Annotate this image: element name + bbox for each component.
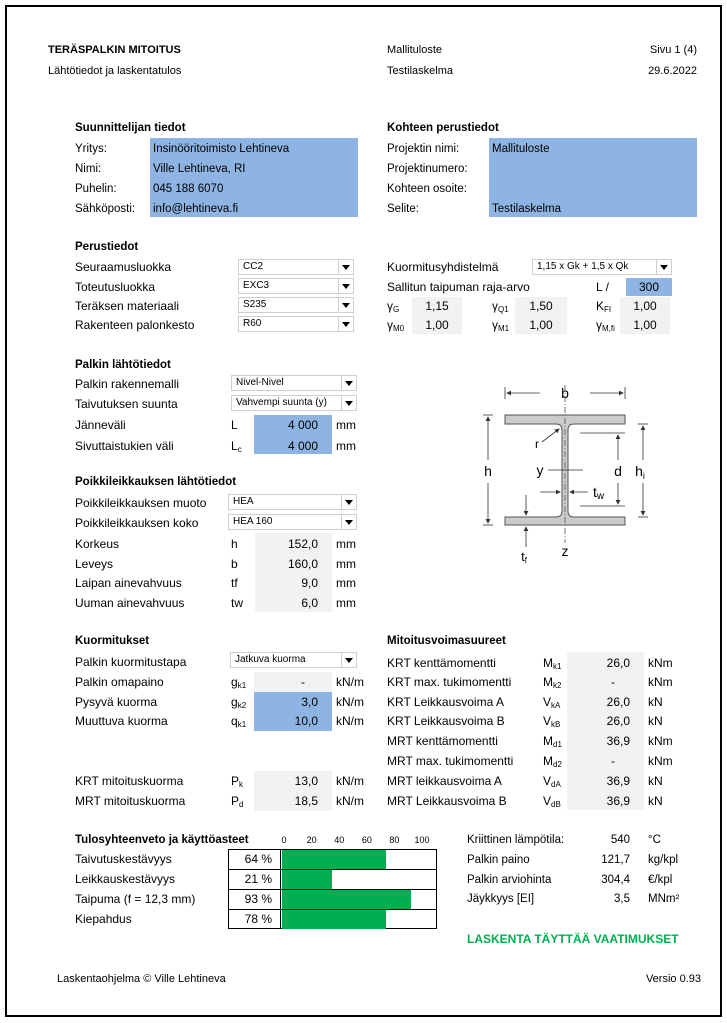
- d-label: d: [614, 463, 622, 479]
- tw-label: [593, 484, 605, 502]
- unit-label: mm: [336, 439, 356, 453]
- symbol-subscript: FI: [604, 305, 612, 314]
- select-value: HEA: [233, 496, 254, 507]
- chevron-down-icon[interactable]: [338, 317, 353, 331]
- symbol-text: γ: [387, 318, 393, 332]
- unit-label: kNm: [648, 675, 673, 689]
- load-symbol: [231, 673, 246, 691]
- verdict-status: LASKENTA TÄYTTÄÄ VAATIMUKSET: [467, 932, 679, 946]
- dimension-symbol: tw: [231, 596, 243, 610]
- y-label: y: [536, 462, 544, 478]
- unit-label: kN: [648, 774, 663, 788]
- design-load-symbol: [231, 772, 243, 790]
- load-combo-label: Kuormitusyhdistelmä: [387, 260, 499, 274]
- document-subtitle: Lähtötiedot ja laskentatulos: [48, 65, 182, 77]
- basics-label: Seuraamusluokka: [75, 260, 172, 274]
- steel-material-select[interactable]: [238, 297, 354, 313]
- k-fi-value: 1,00: [633, 299, 657, 313]
- company-field[interactable]: Insinööritoimisto Lehtineva: [153, 143, 290, 155]
- symbol-text: L: [231, 439, 238, 453]
- factor-symbol: [387, 316, 404, 334]
- document-type: Mallituloste: [387, 44, 443, 56]
- beam-model-label: Palkin rakennemalli: [75, 377, 180, 391]
- symbol-subscript: d2: [553, 760, 562, 769]
- symbol-subscript: M0: [393, 324, 405, 333]
- unit-label: kN/m: [336, 675, 364, 689]
- axis-tick-label: 60: [361, 835, 372, 845]
- unit-label: kNm: [648, 734, 673, 748]
- select-value: Nivel-Nivel: [236, 377, 284, 388]
- critical-temperature-value: 540: [610, 834, 630, 846]
- force-symbol: [543, 732, 562, 750]
- symbol-text: γ: [596, 318, 602, 332]
- sls-design-load-value: 13,0: [294, 774, 318, 788]
- unit-label: mm: [336, 418, 356, 432]
- project-number-field[interactable]: [492, 160, 692, 178]
- consequence-class-select[interactable]: [238, 259, 354, 275]
- i-beam-diagram: [440, 375, 680, 575]
- project-label: Selite:: [387, 203, 419, 215]
- force-value: 26,0: [606, 656, 630, 670]
- stat-label: Jäykkyys [EI]: [467, 893, 535, 905]
- height-value: 152,0: [287, 537, 318, 551]
- utilization-percent: 93 %: [229, 890, 281, 909]
- beam-price-value: 304,4: [601, 874, 630, 886]
- tf-label-subscript: f: [524, 556, 527, 565]
- project-label: Projektin nimi:: [387, 143, 460, 155]
- force-label: MRT leikkausvoima A: [387, 774, 502, 788]
- execution-class-select[interactable]: [238, 278, 354, 294]
- factor-symbol: [387, 297, 399, 315]
- section-size-select[interactable]: [228, 514, 357, 530]
- load-method-select[interactable]: [230, 652, 357, 668]
- select-value: Jatkuva kuorma: [235, 654, 306, 665]
- unit-label: €/kpl: [648, 874, 673, 886]
- chevron-down-icon[interactable]: [338, 279, 353, 293]
- hi-label: [635, 463, 645, 481]
- flange-thickness-value: 9,0: [301, 576, 318, 590]
- symbol-text: q: [231, 714, 238, 728]
- unit-label: kNm: [648, 754, 673, 768]
- variable-load-input[interactable]: 10,0: [294, 714, 318, 728]
- stat-label: Kriittinen lämpötila:: [467, 834, 565, 846]
- hi-label-text: h: [635, 463, 643, 479]
- unit-label: kN/m: [336, 695, 364, 709]
- select-value: Vahvempi suunta (y): [236, 397, 327, 408]
- project-label: Kohteen osoite:: [387, 183, 467, 195]
- symbol-subscript: k: [239, 780, 244, 789]
- symbol-text: g: [231, 695, 238, 709]
- force-value: -: [611, 675, 615, 689]
- gamma-m1-value: 1,00: [529, 318, 553, 332]
- utilization-percent: 64 %: [229, 850, 281, 869]
- utilization-label: Taipuma (f = 12,3 mm): [75, 892, 196, 906]
- design-load-symbol: [231, 792, 243, 810]
- dimension-label: Laipan ainevahvuus: [75, 576, 182, 590]
- bending-direction-label: Taivutuksen suunta: [75, 397, 178, 411]
- unit-label: MNm²: [648, 893, 680, 905]
- unit-label: kNm: [648, 656, 673, 670]
- symbol-subscript: d: [239, 800, 244, 809]
- symbol-text: P: [231, 774, 240, 788]
- summary-heading: Tulosyhteenveto ja käyttöasteet: [75, 834, 249, 846]
- select-value: EXC3: [243, 280, 270, 291]
- select-value: CC2: [243, 261, 264, 272]
- symbol-text: g: [231, 675, 238, 689]
- force-value: 36,9: [606, 734, 630, 748]
- utilization-label: Leikkauskestävyys: [75, 872, 176, 886]
- forces-heading: Mitoitusvoimasuureet: [387, 635, 506, 647]
- designer-heading: Suunnittelijan tiedot: [75, 122, 186, 134]
- symbol-subscript: kA: [551, 701, 561, 710]
- uls-design-load-value: 18,5: [294, 794, 318, 808]
- symbol-text: L: [231, 418, 238, 432]
- project-heading: Kohteen perustiedot: [387, 122, 499, 134]
- utilization-row: [229, 890, 436, 910]
- symbol-subscript: k1: [237, 681, 247, 690]
- r-pointer-line: [542, 429, 559, 442]
- symbol-subscript: dA: [551, 780, 561, 789]
- lateral-support-symbol: [231, 437, 242, 455]
- axis-tick-label: 80: [389, 835, 400, 845]
- load-label: Pysyvä kuorma: [75, 695, 158, 709]
- force-label: KRT Leikkausvoima A: [387, 695, 504, 709]
- axis-tick-label: 100: [414, 835, 430, 845]
- gamma-m0-value: 1,00: [425, 318, 449, 332]
- bar-track: [282, 910, 436, 929]
- axis-tick-label: 0: [281, 835, 287, 845]
- symbol-text: M: [543, 754, 553, 768]
- tw-label-subscript: w: [596, 491, 605, 502]
- dimension-symbol: h: [231, 537, 238, 551]
- symbol-text: M: [543, 656, 553, 670]
- unit-label: kN: [648, 794, 663, 808]
- document-title: TERÄSPALKIN MITOITUS: [48, 44, 181, 56]
- gamma-m-fi-value: 1,00: [633, 318, 657, 332]
- symbol-text: γ: [492, 318, 498, 332]
- basics-label: Teräksen materiaali: [75, 299, 180, 313]
- fire-resistance-select[interactable]: [238, 316, 354, 332]
- utilization-bar: [282, 870, 332, 889]
- utilization-percent: 78 %: [229, 910, 281, 929]
- load-combo-select[interactable]: [532, 259, 672, 275]
- designer-label: Yritys:: [75, 143, 107, 155]
- utilization-row: [229, 850, 436, 870]
- designer-label: Nimi:: [75, 163, 102, 175]
- unit-label: mm: [336, 537, 356, 551]
- factor-symbol: [596, 297, 611, 315]
- section-shape-label: Poikkileikkauksen muoto: [75, 496, 207, 510]
- chevron-down-icon[interactable]: [341, 495, 356, 509]
- symbol-subscript: k1: [553, 662, 562, 671]
- span-input[interactable]: 4 000: [287, 418, 318, 432]
- span-symbol: [231, 416, 238, 434]
- stat-label: Palkin arviohinta: [467, 874, 552, 886]
- load-label: Muuttuva kuorma: [75, 714, 168, 728]
- deflection-limit-label: Sallitun taipuman raja-arvo: [387, 280, 530, 294]
- symbol-text: P: [231, 794, 240, 808]
- force-symbol: [543, 792, 561, 810]
- basics-label: Rakenteen palonkesto: [75, 318, 195, 332]
- bar-track: [282, 850, 436, 869]
- designer-label: Sähköposti:: [75, 203, 136, 215]
- axis-tick-label: 20: [306, 835, 317, 845]
- lateral-support-input[interactable]: 4 000: [287, 439, 318, 453]
- symbol-subscript: k2: [553, 681, 562, 690]
- gamma-q1-value: 1,50: [529, 299, 553, 313]
- basics-label: Toteutusluokka: [75, 280, 156, 294]
- chevron-down-icon[interactable]: [656, 260, 671, 274]
- force-symbol: [543, 693, 560, 711]
- unit-label: mm: [336, 596, 356, 610]
- select-value: S235: [243, 299, 267, 310]
- chevron-down-icon[interactable]: [341, 515, 356, 529]
- force-value: 36,9: [606, 774, 630, 788]
- gamma-g-value: 1,15: [425, 299, 449, 313]
- description-field[interactable]: Testilaskelma: [492, 203, 562, 215]
- force-symbol: [543, 654, 561, 672]
- tf-label: [521, 549, 528, 565]
- calculation-name: Testilaskelma: [387, 65, 454, 77]
- symbol-subscript: M,fi: [602, 324, 615, 333]
- symbol-text: V: [543, 794, 552, 808]
- unit-label: kN/m: [336, 794, 364, 808]
- basics-heading: Perustiedot: [75, 241, 139, 253]
- symbol-subscript: dB: [551, 800, 561, 809]
- factor-symbol: [492, 297, 509, 315]
- bar-track: [282, 870, 436, 889]
- email-field[interactable]: info@lehtineva.fi: [153, 203, 239, 215]
- symbol-subscript: d1: [553, 740, 562, 749]
- stiffness-value: 3,5: [614, 893, 630, 905]
- symbol-text: γ: [387, 299, 393, 313]
- name-field[interactable]: Ville Lehtineva, RI: [153, 163, 246, 175]
- beam-weight-value: 121,7: [601, 854, 630, 866]
- b-label: b: [561, 385, 569, 401]
- dimension-symbol: b: [231, 557, 238, 571]
- force-label: MRT Leikkausvoima B: [387, 794, 507, 808]
- chevron-down-icon[interactable]: [341, 396, 356, 410]
- unit-label: kN: [648, 714, 663, 728]
- force-label: KRT kenttämomentti: [387, 656, 496, 670]
- document-date: 29.6.2022: [648, 65, 697, 77]
- force-value: 26,0: [606, 695, 630, 709]
- loads-heading: Kuormitukset: [75, 635, 150, 647]
- tf-label-text: t: [521, 549, 525, 564]
- unit-label: kN/m: [336, 714, 364, 728]
- page-number: Sivu 1 (4): [649, 44, 697, 56]
- symbol-subscript: M1: [498, 324, 510, 333]
- utilization-label: Taivutuskestävyys: [75, 852, 172, 866]
- axis-tick-label: 40: [334, 835, 345, 845]
- chevron-down-icon[interactable]: [341, 653, 356, 667]
- symbol-subscript: kB: [551, 720, 561, 729]
- force-value: 26,0: [606, 714, 630, 728]
- unit-label: °C: [648, 834, 661, 846]
- load-label: Palkin omapaino: [75, 675, 164, 689]
- load-symbol: [231, 693, 246, 711]
- load-method-label: Palkin kuormitustapa: [75, 655, 187, 669]
- force-symbol: [543, 752, 562, 770]
- utilization-table: [228, 849, 437, 929]
- force-label: KRT max. tukimomentti: [387, 675, 512, 689]
- utilization-percent: 21 %: [229, 870, 281, 889]
- section-size-label: Poikkileikkauksen koko: [75, 516, 199, 530]
- tw-label-text: t: [593, 484, 597, 500]
- utilization-bar: [282, 910, 386, 929]
- deflection-limit-prefix: L /: [596, 280, 609, 294]
- utilization-row: [229, 910, 436, 930]
- design-load-label: KRT mitoituskuorma: [75, 774, 184, 788]
- footer-copyright: Laskentaohjelma © Ville Lehtineva: [57, 973, 226, 985]
- symbol-text: M: [543, 675, 553, 689]
- dimension-label: Leveys: [75, 557, 114, 571]
- chevron-down-icon[interactable]: [338, 298, 353, 312]
- utilization-row: [229, 870, 436, 890]
- force-label: MRT kenttämomentti: [387, 734, 498, 748]
- h-label: h: [484, 463, 492, 479]
- designer-label: Puhelin:: [75, 183, 117, 195]
- bar-track: [282, 890, 436, 909]
- select-value: 1,15 x Gk + 1,5 x Qk: [537, 261, 629, 272]
- symbol-subscript: k2: [237, 701, 247, 710]
- force-value: 36,9: [606, 794, 630, 808]
- hi-label-subscript: i: [642, 471, 645, 481]
- select-value: R60: [243, 318, 262, 329]
- unit-label: kN: [648, 695, 663, 709]
- utilization-label: Kiepahdus: [75, 912, 132, 926]
- beam-heading: Palkin lähtötiedot: [75, 359, 171, 371]
- symbol-text: K: [596, 299, 605, 313]
- beam-model-select[interactable]: [231, 375, 357, 391]
- span-label: Jänneväli: [75, 418, 126, 432]
- dimension-label: Uuman ainevahvuus: [75, 596, 185, 610]
- self-weight-value: -: [301, 675, 305, 689]
- force-label: MRT max. tukimomentti: [387, 754, 514, 768]
- section-shape-select[interactable]: [228, 494, 357, 510]
- force-label: KRT Leikkausvoima B: [387, 714, 505, 728]
- symbol-subscript: c: [237, 445, 242, 454]
- symbol-text: γ: [492, 299, 498, 313]
- symbol-text: M: [543, 734, 553, 748]
- width-value: 160,0: [287, 557, 318, 571]
- unit-label: mm: [336, 576, 356, 590]
- symbol-subscript: G: [393, 305, 400, 314]
- dimension-label: Korkeus: [75, 537, 120, 551]
- symbol-subscript: k1: [237, 720, 247, 729]
- force-symbol: [543, 772, 561, 790]
- project-name-field[interactable]: Mallituloste: [492, 143, 550, 155]
- phone-field[interactable]: 045 188 6070: [153, 183, 224, 195]
- lateral-support-label: Sivuttaistukien väli: [75, 439, 174, 453]
- web-thickness-value: 6,0: [301, 596, 318, 610]
- section-heading: Poikkileikkauksen lähtötiedot: [75, 476, 237, 488]
- force-value: -: [611, 754, 615, 768]
- unit-label: mm: [336, 557, 356, 571]
- design-load-label: MRT mitoituskuorma: [75, 794, 186, 808]
- utilization-bar: [282, 890, 411, 909]
- symbol-text: V: [543, 774, 552, 788]
- force-symbol: [543, 712, 560, 730]
- symbol-subscript: Q1: [498, 305, 509, 314]
- z-label: z: [561, 543, 569, 559]
- dimension-symbol: tf: [231, 576, 238, 590]
- load-symbol: [231, 712, 246, 730]
- factor-symbol: [596, 316, 615, 334]
- footer-version: Versio 0.93: [645, 973, 701, 985]
- project-label: Projektinumero:: [387, 163, 468, 175]
- bending-direction-select[interactable]: [231, 395, 357, 411]
- chevron-down-icon[interactable]: [341, 376, 356, 390]
- r-label: r: [535, 437, 539, 451]
- unit-label: kN/m: [336, 774, 364, 788]
- symbol-text: V: [543, 695, 552, 709]
- utilization-bar: [282, 850, 386, 869]
- permanent-load-input[interactable]: 3,0: [301, 695, 318, 709]
- stat-label: Palkin paino: [467, 854, 530, 866]
- unit-label: kg/kpl: [648, 854, 679, 866]
- symbol-text: V: [543, 714, 552, 728]
- select-value: HEA 160: [233, 516, 273, 527]
- chevron-down-icon[interactable]: [338, 260, 353, 274]
- factor-symbol: [492, 316, 509, 334]
- force-symbol: [543, 673, 561, 691]
- project-address-field[interactable]: [492, 180, 692, 198]
- deflection-limit-input[interactable]: 300: [626, 278, 672, 296]
